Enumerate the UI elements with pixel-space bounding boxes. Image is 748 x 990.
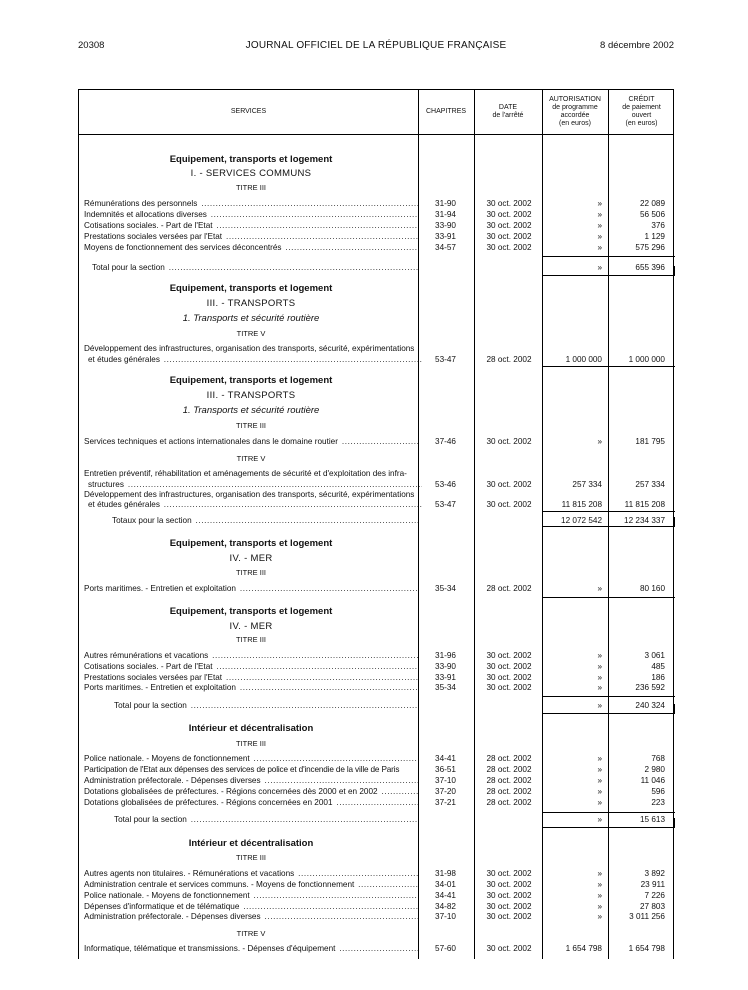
subsection-heading: 1. Transports et sécurité routière — [182, 313, 320, 324]
table-row: Administration préfectorale. - Dépenses diverses ..... 37-10 28 oct. 2002 » 11 046 — [79, 775, 675, 787]
table-row: Police nationale. - Moyens de fonctionnement ..... 34-41 28 oct. 2002 » 768 — [79, 753, 675, 765]
table-row: Cotisations sociales. - Part de l'Etat ..... 33-90 30 oct. 2002 » 376 — [79, 220, 675, 232]
column-header-date: DATE de l'arrêté — [492, 104, 524, 119]
table-row: Police nationale. - Moyens de fonctionnement ..... 34-41 30 oct. 2002 » 7 226 — [79, 890, 675, 902]
table-row: Rémunérations des personnels ..... 31-90 30 oct. 2002 » 22 089 — [79, 198, 675, 210]
table-row-continued: Développement des infrastructures, organisation des transports, sécurité, expérimentations — [84, 344, 415, 353]
column-header-services: SERVICES — [230, 108, 267, 115]
section-heading: I. - SERVICES COMMUNS — [190, 168, 312, 179]
page-number: 20308 — [78, 40, 105, 51]
table-row: Moyens de fonctionnement des services déconcentrés ..... 34-57 30 oct. 2002 » 575 296 — [79, 242, 675, 254]
column-header-autorisation: AUTORISATION de programme accordée (en euros) — [549, 96, 601, 127]
titre-heading: TITRE III — [236, 421, 266, 430]
ministry-heading: Intérieur et décentralisation — [188, 838, 314, 849]
table-row: Administration centrale et services communs. - Moyens de fonctionnement ..... 34-01 30 oct. 2002 » 23 911 — [79, 879, 675, 891]
table-row: et études générales ..... 53-47 28 oct. 2002 1 000 000 1 000 000 — [79, 354, 675, 366]
table-row: Prestations sociales versées par l'Etat ..... 33-91 30 oct. 2002 » 1 129 — [79, 231, 675, 243]
ministry-heading: Equipement, transports et logement — [169, 375, 333, 386]
journal-title: JOURNAL OFFICIEL DE LA RÉPUBLIQUE FRANÇAISE — [245, 40, 507, 51]
column-header-credit: CRÉDIT de paiement ouvert (en euros) — [622, 96, 661, 127]
ministry-heading: Equipement, transports et logement — [169, 283, 333, 294]
titre-heading: TITRE III — [236, 853, 266, 862]
section-heading: III. - TRANSPORTS — [206, 390, 296, 401]
table-row: Autres rémunérations et vacations ..... 31-96 30 oct. 2002 » 3 061 — [79, 650, 675, 662]
column-header-chapitres: CHAPITRES — [425, 108, 467, 115]
credits-table — [78, 89, 674, 959]
titre-heading: TITRE III — [236, 635, 266, 644]
table-row: Ports maritimes. - Entretien et exploitation ..... 35-34 28 oct. 2002 » 80 160 — [79, 583, 675, 595]
section-heading: IV. - MER — [229, 621, 273, 632]
section-heading: IV. - MER — [229, 553, 273, 564]
table-row: Informatique, télématique et transmissions. - Dépenses d'équipement ..... 57-60 30 oct. 2002 1 654 798 1 654 798 — [79, 943, 675, 955]
total-row: Total pour la section ..... » 15 613 — [79, 814, 675, 826]
table-row: Dotations globalisées de préfectures. - Régions concernées dès 2000 et en 2002 ..... 37-20 28 oct. 2002 » 596 — [79, 786, 675, 798]
titre-heading: TITRE III — [236, 568, 266, 577]
titre-heading: TITRE V — [236, 329, 266, 338]
total-row: Total pour la section ..... » 655 396 — [79, 262, 675, 274]
table-row-continued: Entretien préventif, réhabilitation et aménagements de sécurité et d'exploitation des infra- — [84, 469, 407, 478]
table-row: Prestations sociales versées par l'Etat ..... 33-91 30 oct. 2002 » 186 — [79, 672, 675, 684]
ministry-heading: Equipement, transports et logement — [169, 538, 333, 549]
ministry-heading: Intérieur et décentralisation — [188, 723, 314, 734]
table-row: Dépenses d'informatique et de télématique ..... 34-82 30 oct. 2002 » 27 803 — [79, 901, 675, 913]
ministry-heading: Equipement, transports et logement — [169, 154, 333, 165]
ministry-heading: Equipement, transports et logement — [169, 606, 333, 617]
table-row: Participation de l'Etat aux dépenses des services de police et d'incendie de la ville de Paris 36-51 28 oct. 2002 » 2 980 — [84, 765, 665, 774]
total-row: Totaux pour la section ..... 12 072 542 12 234 337 — [79, 515, 675, 527]
table-row: Cotisations sociales. - Part de l'Etat ..... 33-90 30 oct. 2002 » 485 — [79, 661, 675, 673]
titre-heading: TITRE V — [236, 454, 266, 463]
total-row: Total pour la section ..... » 240 324 — [79, 700, 675, 712]
table-row: Services techniques et actions internationales dans le domaine routier ..... 37-46 30 oct. 2002 » 181 795 — [79, 436, 675, 448]
page-header — [78, 40, 674, 54]
table-row-continued: Développement des infrastructures, organisation des transports, sécurité, expérimentations — [84, 490, 415, 499]
publication-date: 8 décembre 2002 — [600, 40, 674, 51]
table-row: Autres agents non titulaires. - Rémunérations et vacations ..... 31-98 30 oct. 2002 » 3 892 — [79, 868, 675, 880]
titre-heading: TITRE III — [236, 183, 266, 192]
table-row: Indemnités et allocations diverses ..... 31-94 30 oct. 2002 » 56 506 — [79, 209, 675, 221]
subsection-heading: 1. Transports et sécurité routière — [182, 405, 320, 416]
titre-heading: TITRE III — [236, 739, 266, 748]
table-row: Ports maritimes. - Entretien et exploitation ..... 35-34 30 oct. 2002 » 236 592 — [79, 682, 675, 694]
table-row: et études générales ..... 53-47 30 oct. 2002 11 815 208 11 815 208 — [79, 499, 675, 511]
titre-heading: TITRE V — [236, 929, 266, 938]
table-row: structures ..... 53-46 30 oct. 2002 257 334 257 334 — [79, 479, 675, 491]
section-heading: III. - TRANSPORTS — [206, 298, 296, 309]
table-row: Administration préfectorale. - Dépenses diverses ..... 37-10 30 oct. 2002 » 3 011 256 — [79, 911, 675, 923]
table-row: Dotations globalisées de préfectures. - Régions concernées en 2001 ..... 37-21 28 oct. 2002 » 223 — [79, 797, 675, 809]
